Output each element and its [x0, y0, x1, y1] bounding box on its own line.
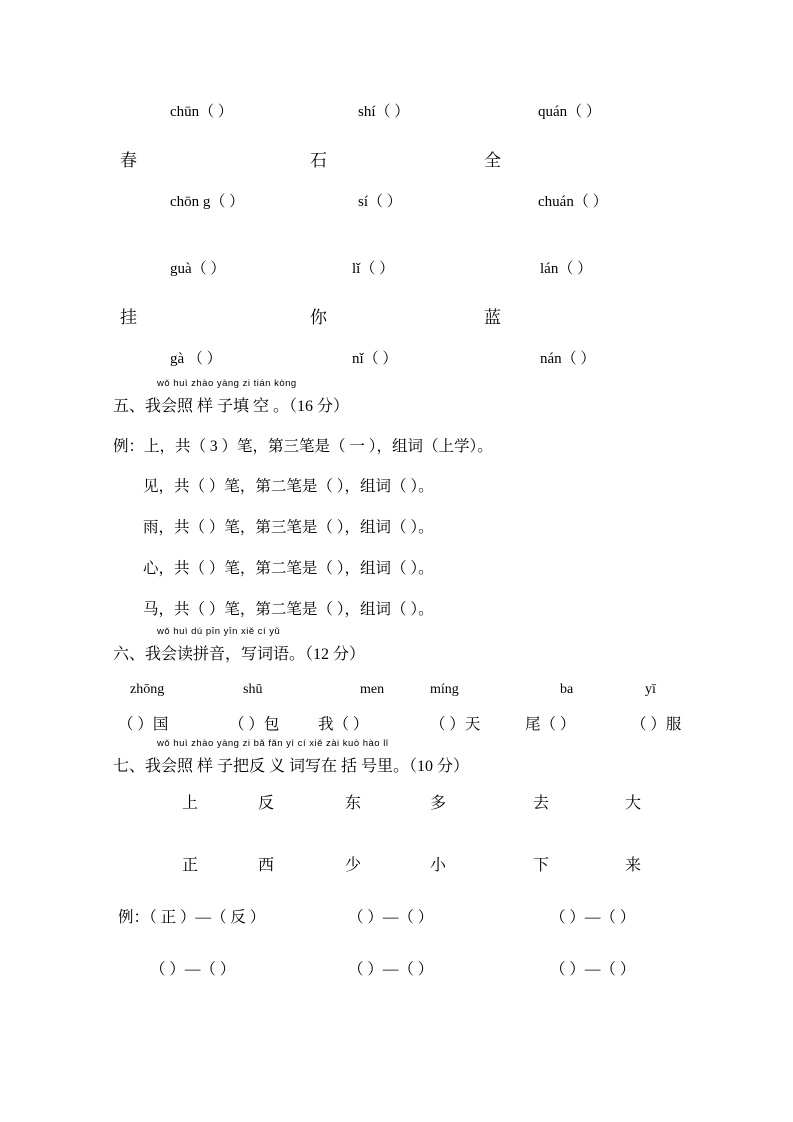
section-six-score: （12 分）: [305, 646, 366, 663]
pinyin-cell: ba: [560, 682, 574, 697]
word-cell: 西: [258, 857, 275, 874]
hanzi-cell: 全: [484, 151, 501, 170]
hanzi-cell: 你: [310, 308, 327, 327]
pinyin-character-group-2: [0, 257, 793, 393]
section-five-item[interactable]: [143, 474, 434, 496]
section-five-number: 五、: [113, 398, 146, 415]
section-five-item[interactable]: [143, 556, 434, 578]
pinyin-cell: chuán（ ）: [538, 194, 608, 210]
pinyin-cell: lǐ（ ）: [352, 261, 395, 277]
answer-blank[interactable]: （ ）天: [430, 716, 481, 733]
section-five-heading: [113, 378, 350, 416]
section-six-ruby: wǒ huì dú pīn yīn xiě cí yǔ: [157, 626, 281, 637]
section-six-title: 我会读拼音，写词语。: [145, 646, 306, 663]
word-cell: 多: [430, 795, 447, 812]
section-seven-ruby: wǒ huì zhào yàng zi bǎ fǎn yì cí xiě zài kuò hào lǐ: [157, 738, 389, 749]
answer-blank[interactable]: 我（ ）: [318, 716, 369, 733]
section-five-title: 我会照 样 子填 空 。: [145, 398, 290, 415]
answer-blank[interactable]: 尾（ ）: [525, 716, 576, 733]
word-cell: 来: [625, 857, 642, 874]
pinyin-cell: lán（ ）: [540, 261, 593, 277]
question-text: 心，共（ ）笔，第二笔是（ ），组词（ ）。: [143, 560, 434, 577]
pinyin-cell: men: [360, 682, 385, 697]
hanzi-cell: 春: [120, 151, 137, 170]
section-seven-heading: [113, 738, 470, 776]
hanzi-cell: 挂: [120, 308, 137, 327]
hanzi-row: [0, 146, 793, 190]
word-cell: 小: [430, 857, 447, 874]
pinyin-cell: quán（ ）: [538, 104, 601, 120]
hanzi-cell: 蓝: [484, 308, 501, 327]
question-text: 例：上，共（ 3 ）笔，第三笔是（ 一 ），组词（上学）。: [113, 438, 493, 455]
word-cell: 去: [533, 795, 550, 812]
pinyin-cell: nán（ ）: [540, 351, 596, 367]
pinyin-cell: míng: [430, 682, 459, 697]
word-cell: 反: [258, 795, 275, 812]
pinyin-cell: sí（ ）: [358, 194, 402, 210]
pinyin-cell: chūn（ ）: [170, 104, 233, 120]
word-cell: 少: [345, 857, 362, 874]
section-five-ruby: wǒ huì zhào yàng zi tián kòng: [157, 378, 297, 389]
section-seven-title: 我会照 样 子把反 义 词写在 括 号里。: [145, 758, 410, 775]
pair-blank[interactable]: （ ）—（ ）: [550, 961, 636, 978]
pinyin-cell: chōn g（ ）: [170, 194, 245, 210]
pinyin-row-bottom: [0, 190, 793, 236]
question-text: 见，共（ ）笔，第二笔是（ ），组词（ ）。: [143, 478, 434, 495]
section-five-example: [113, 434, 493, 456]
pair-blank[interactable]: （ ）—（ ）: [150, 961, 236, 978]
answer-blank[interactable]: （ ）包: [229, 716, 280, 733]
pair-blank[interactable]: （ ）—（ ）: [348, 909, 434, 926]
word-cell: 东: [345, 795, 362, 812]
section-seven-number: 七、: [113, 758, 146, 775]
pair-blank[interactable]: （ ）—（ ）: [550, 909, 636, 926]
pinyin-cell: gà （ ）: [170, 351, 222, 367]
word-cell: 大: [625, 795, 642, 812]
hanzi-row: [0, 303, 793, 347]
section-five-item[interactable]: [143, 597, 434, 619]
pair-blank[interactable]: （ ）—（ ）: [348, 961, 434, 978]
section-seven-word-row-1: [0, 790, 793, 820]
pinyin-character-group-1: [0, 100, 793, 236]
pinyin-cell: shí（ ）: [358, 104, 410, 120]
hanzi-cell: 石: [310, 151, 327, 170]
section-five-score: （16 分）: [289, 398, 350, 415]
section-five-item[interactable]: [143, 515, 434, 537]
section-seven-word-row-2: [0, 852, 793, 882]
question-text: 雨，共（ ）笔，第三笔是（ ），组词（ ）。: [143, 519, 434, 536]
pair-example: 例：（ 正 ）—（ 反 ）: [118, 909, 266, 926]
pinyin-cell: guà（ ）: [170, 261, 226, 277]
pinyin-cell: yī: [645, 682, 656, 697]
section-six-heading: [113, 626, 366, 664]
answer-blank[interactable]: （ ）国: [118, 716, 169, 733]
section-six-number: 六、: [113, 646, 146, 663]
pinyin-cell: zhōng: [130, 682, 165, 697]
word-cell: 下: [533, 857, 550, 874]
pinyin-cell: shū: [243, 682, 263, 697]
section-seven-score: （10 分）: [409, 758, 470, 775]
question-text: 马，共（ ）笔，第二笔是（ ），组词（ ）。: [143, 601, 434, 618]
pinyin-row-top: [0, 257, 793, 303]
word-cell: 正: [182, 857, 199, 874]
pinyin-row-top: [0, 100, 793, 146]
pinyin-cell: nǐ（ ）: [352, 351, 398, 367]
pinyin-row-bottom: [0, 347, 793, 393]
word-cell: 上: [182, 795, 199, 812]
answer-blank[interactable]: （ ）服: [631, 716, 682, 733]
